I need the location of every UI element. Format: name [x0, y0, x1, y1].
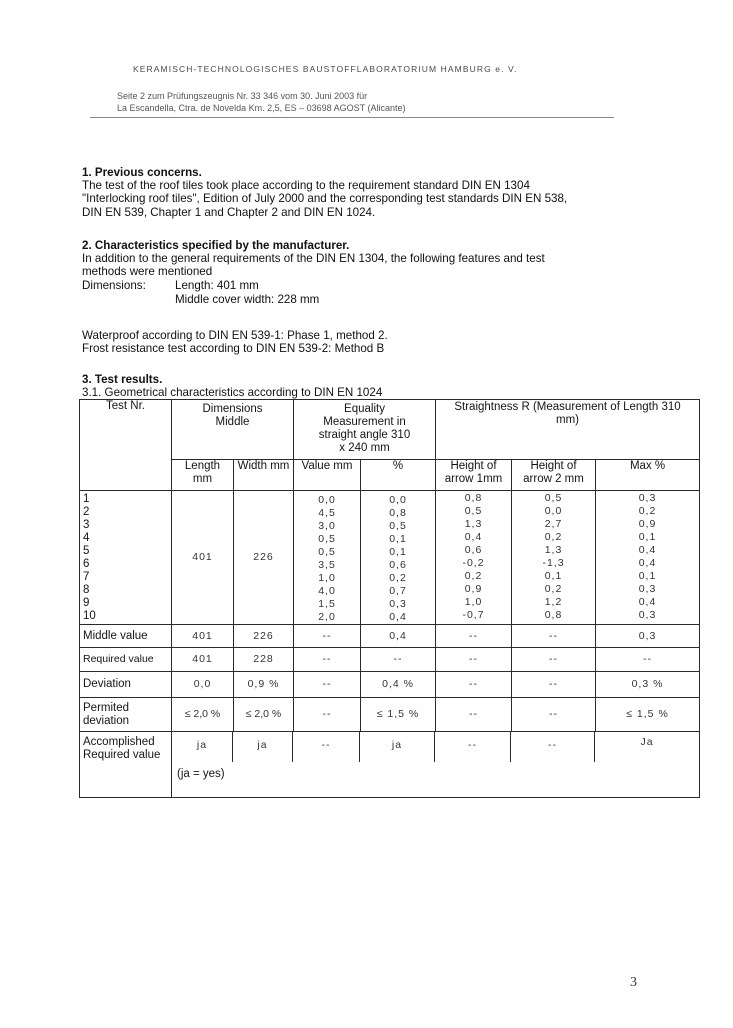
permitted-value: --	[294, 698, 361, 732]
deviation-pct: 0,4 %	[361, 672, 436, 698]
arrow-1-value: 0,2	[464, 570, 483, 582]
permitted-width: ≤ 2,0 %	[234, 698, 294, 732]
middle-max: 0,3	[596, 625, 700, 648]
width-value: 226	[234, 491, 294, 625]
test-number: 7	[83, 571, 90, 583]
dimension-length: Length: 401 mm	[175, 278, 259, 292]
row-label-permitted: Permited deviation	[80, 698, 172, 732]
arrow-2-value: 0,8	[544, 609, 563, 621]
max-pct-value: 0,4	[638, 544, 657, 556]
equality-mm-value: 4,0	[318, 585, 336, 597]
arrow-2-list	[512, 491, 596, 625]
report-reference-line-2: La Escandella, Ctra. de Novelda Km. 2,5, ES – 03698 AGOST (Alicante)	[117, 103, 406, 113]
section-manufacturer-characteristics	[82, 239, 642, 307]
header-arrow-1: Height of arrow 1mm	[436, 460, 512, 491]
equality-mm-value: 4,5	[318, 507, 336, 519]
equality-pct-value: 0,1	[389, 546, 407, 558]
row-label-required: Required value	[80, 648, 172, 672]
equality-mm-value: 3,0	[318, 520, 336, 532]
header-divider	[90, 117, 614, 118]
max-pct-value: 0,9	[638, 518, 657, 530]
middle-length: 401	[172, 625, 234, 648]
arrow-1-value: 1,0	[464, 596, 483, 608]
table-header-row-1	[80, 400, 700, 460]
equality-mm-value: 0,5	[318, 533, 336, 545]
arrow-2-value: 0,0	[544, 505, 563, 517]
arrow-2-value: 1,2	[544, 596, 563, 608]
arrow-1-value: 0,5	[464, 505, 483, 517]
arrow-1-value: 0,4	[464, 531, 483, 543]
test-number: 9	[83, 597, 90, 609]
arrow-1-value: 0,6	[464, 544, 483, 556]
equality-mm-list	[294, 491, 361, 625]
frost-method: Frost resistance test according to DIN EN 539-2: Method B	[82, 342, 385, 356]
header-value-mm: Value mm	[294, 460, 361, 491]
equality-mm-value: 1,0	[318, 572, 336, 584]
header-percent: %	[361, 460, 436, 491]
max-pct-value: 0,2	[638, 505, 657, 517]
section-test-results	[82, 373, 642, 399]
arrow-1-value: 1,3	[464, 518, 483, 530]
max-pct-value: 0,3	[638, 492, 657, 504]
table-row-accomplished	[80, 732, 700, 798]
table-row-required-value	[80, 648, 700, 672]
deviation-max: 0,3 %	[596, 672, 700, 698]
max-pct-value: 0,4	[638, 557, 657, 569]
test-number: 3	[83, 519, 90, 531]
max-pct-list	[596, 491, 700, 625]
test-number: 1	[83, 493, 90, 505]
max-pct-value: 0,3	[638, 583, 657, 595]
report-reference-line-1: Seite 2 zum Prüfungszeugnis Nr. 33 346 vom 30. Juni 2003 für	[117, 91, 368, 101]
deviation-value: --	[294, 672, 361, 698]
header-max: Max %	[596, 460, 700, 491]
header-test-nr: Test Nr.	[80, 400, 172, 491]
accomplished-max: Ja	[640, 736, 654, 748]
header-width: Width mm	[234, 460, 294, 491]
equality-pct-value: 0,1	[389, 533, 407, 545]
length-value: 401	[172, 491, 234, 625]
accomplished-values	[172, 732, 700, 798]
accomplished-width: ja	[233, 732, 293, 762]
equality-pct-value: 0,5	[389, 520, 407, 532]
required-value: --	[294, 648, 361, 672]
test-number: 6	[83, 558, 90, 570]
deviation-length: 0,0	[172, 672, 234, 698]
middle-arrow-1: --	[436, 625, 512, 648]
equality-pct-value: 0,3	[389, 598, 407, 610]
section-3-subtitle: 3.1. Geometrical characteristics according to DIN EN 1024	[82, 386, 383, 400]
section-3-title: 3. Test results.	[82, 373, 163, 386]
equality-pct-value: 0,6	[389, 559, 407, 571]
test-number: 5	[83, 545, 90, 557]
max-pct-value: 0,4	[638, 596, 657, 608]
required-length: 401	[172, 648, 234, 672]
section-1-line-2: "Interlocking roof tiles", Edition of July 2000 and the corresponding test standards DIN EN 538,	[82, 192, 568, 206]
row-label-accomplished: Accomplished Required value	[80, 732, 172, 798]
arrow-2-value: 1,3	[544, 544, 563, 556]
accomplished-value: --	[293, 732, 360, 762]
page-number: 3	[630, 975, 637, 990]
arrow-1-value: 0,9	[464, 583, 483, 595]
deviation-arrow-2: --	[512, 672, 596, 698]
header-straightness: Straightness R (Measurement of Length 310 mm)	[436, 400, 700, 460]
table-row-permitted-deviation	[80, 698, 700, 732]
table-row-deviation	[80, 672, 700, 698]
required-width: 228	[234, 648, 294, 672]
row-label-deviation: Deviation	[80, 672, 172, 698]
accomplished-pct: ja	[360, 732, 435, 762]
arrow-2-value: 0,5	[544, 492, 563, 504]
equality-mm-value: 0,0	[318, 494, 336, 506]
required-arrow-1: --	[436, 648, 512, 672]
arrow-2-value: 0,2	[544, 531, 563, 543]
test-number: 2	[83, 506, 90, 518]
middle-width: 226	[234, 625, 294, 648]
max-pct-value: 0,3	[638, 609, 657, 621]
test-number: 4	[83, 532, 90, 544]
equality-mm-value: 0,5	[318, 546, 336, 558]
section-2-title: 2. Characteristics specified by the manufacturer.	[82, 239, 350, 252]
section-2-line-1: In addition to the general requirements of the DIN EN 1304, the following features and test	[82, 252, 545, 266]
equality-pct-list	[361, 491, 436, 625]
header-arrow-2: Height of arrow 2 mm	[512, 460, 596, 491]
required-max: --	[596, 648, 700, 672]
geometric-results-table	[79, 399, 700, 798]
arrow-2-value: 0,1	[544, 570, 563, 582]
required-pct: --	[361, 648, 436, 672]
equality-pct-value: 0,4	[389, 611, 407, 623]
section-2-line-2: methods were mentioned	[82, 265, 213, 279]
arrow-1-value: 0,8	[464, 492, 483, 504]
dimensions-label: Dimensions:	[82, 278, 146, 292]
permitted-length: ≤ 2,0 %	[172, 698, 234, 732]
accomplished-length: ja	[172, 732, 233, 762]
section-1-line-1: The test of the roof tiles took place according to the requirement standard DIN EN 1304	[82, 179, 530, 193]
arrow-1-value: -0,7	[462, 609, 485, 621]
test-number: 8	[83, 584, 90, 596]
arrow-2-value: 0,2	[544, 583, 563, 595]
table-row-middle-value	[80, 625, 700, 648]
accomplished-arrow-1: --	[435, 732, 511, 762]
deviation-arrow-1: --	[436, 672, 512, 698]
dimension-width: Middle cover width: 228 mm	[175, 292, 320, 306]
test-number-list	[80, 491, 172, 625]
middle-arrow-2: --	[512, 625, 596, 648]
section-1-title: 1. Previous concerns.	[82, 166, 202, 179]
middle-pct: 0,4	[361, 625, 436, 648]
header-length: Length mm	[172, 460, 234, 491]
equality-pct-value: 0,8	[389, 507, 407, 519]
test-methods	[82, 329, 642, 355]
row-label-middle: Middle value	[80, 625, 172, 648]
max-pct-value: 0,1	[638, 570, 657, 582]
lab-name: KERAMISCH-TECHNOLOGISCHES BAUSTOFFLABORATORIUM HAMBURG e. V.	[133, 64, 518, 74]
waterproof-method: Waterproof according to DIN EN 539-1: Phase 1, method 2.	[82, 329, 388, 342]
ja-yes-note: (ja = yes)	[177, 768, 225, 780]
accomplished-arrow-2: --	[511, 732, 595, 762]
middle-value: --	[294, 625, 361, 648]
equality-mm-value: 1,5	[318, 598, 336, 610]
table-row-measurements	[80, 491, 700, 625]
permitted-arrow-1: --	[436, 698, 512, 732]
section-previous-concerns	[82, 166, 642, 219]
permitted-max: ≤ 1,5 %	[596, 698, 700, 732]
table-header-row-2	[80, 460, 700, 491]
equality-pct-value: 0,0	[389, 494, 407, 506]
max-pct-value: 0,1	[638, 531, 657, 543]
section-1-line-3: DIN EN 539, Chapter 1 and Chapter 2 and DIN EN 1024.	[82, 205, 376, 219]
deviation-width: 0,9 %	[234, 672, 294, 698]
arrow-2-value: -1,3	[542, 557, 565, 569]
arrow-1-list	[436, 491, 512, 625]
equality-mm-value: 3,5	[318, 559, 336, 571]
report-reference	[117, 90, 406, 114]
header-equality: Equality Measurement in straight angle 310 x 240 mm	[294, 400, 436, 460]
equality-mm-value: 2,0	[318, 611, 336, 623]
arrow-1-value: -0,2	[462, 557, 485, 569]
test-number: 10	[83, 610, 96, 622]
equality-pct-value: 0,2	[389, 572, 407, 584]
permitted-pct: ≤ 1,5 %	[361, 698, 436, 732]
permitted-arrow-2: --	[512, 698, 596, 732]
header-dimensions: Dimensions Middle	[172, 400, 294, 460]
required-arrow-2: --	[512, 648, 596, 672]
arrow-2-value: 2,7	[544, 518, 563, 530]
equality-pct-value: 0,7	[389, 585, 407, 597]
